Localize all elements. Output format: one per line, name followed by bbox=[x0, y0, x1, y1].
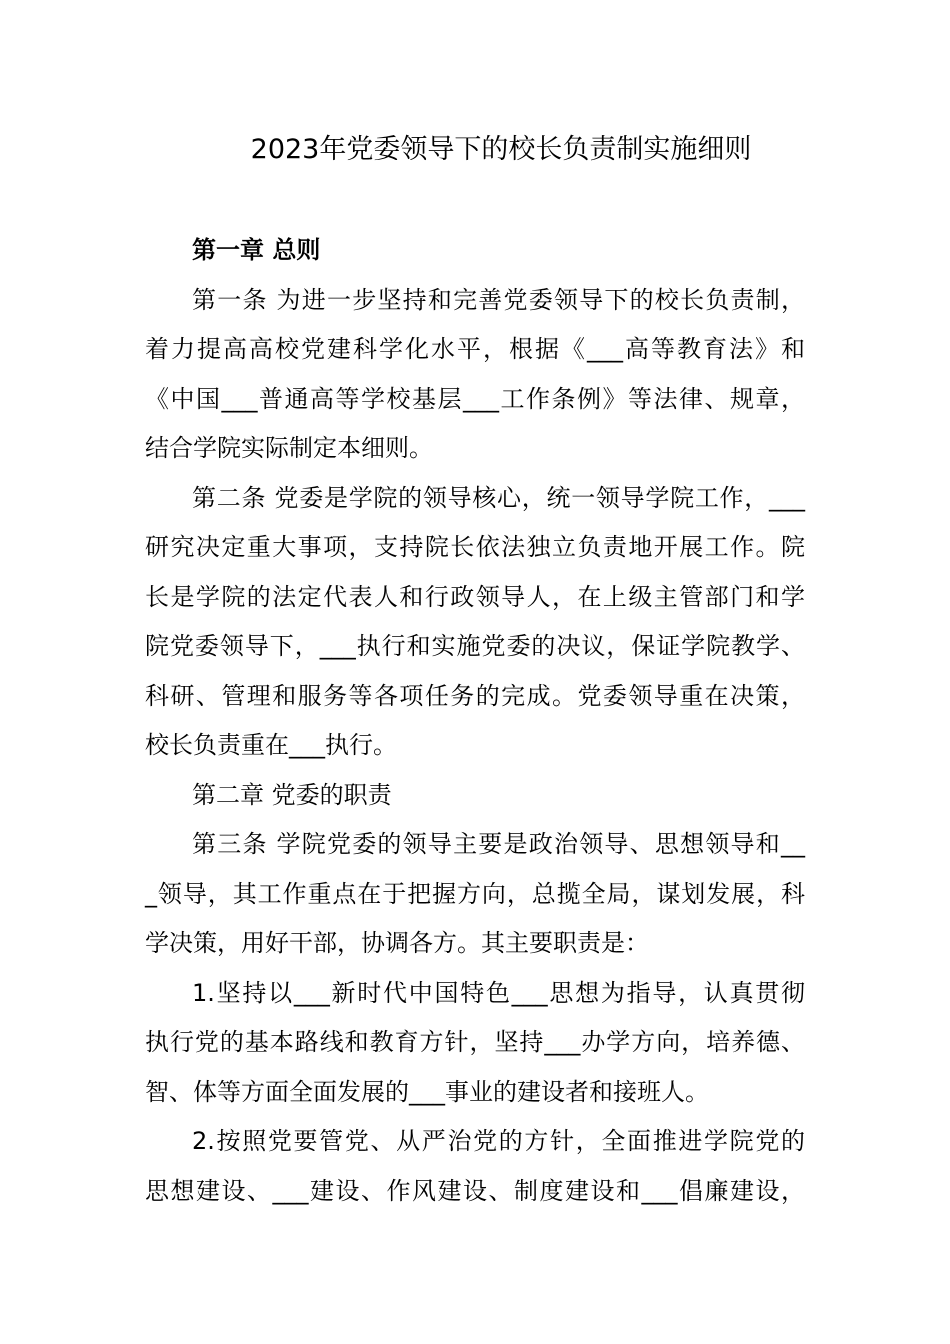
chapter-2-heading: 第二章 党委的职责 bbox=[192, 780, 392, 809]
article-2-line-6: 校长负责重在___执行。 bbox=[145, 731, 397, 759]
article-2-line-3: 长是学院的法定代表人和行政领导人，在上级主管部门和学 bbox=[145, 582, 805, 611]
article-2-line-2: 研究决定重大事项，支持院长依法独立负责地开展工作。院 bbox=[145, 533, 805, 561]
item-1-line-1: 1.坚持以___新时代中国特色___思想为指导，认真贯彻 bbox=[192, 978, 805, 1007]
article-2-line-5: 科研、管理和服务等各项任务的完成。党委领导重在决策， bbox=[145, 681, 805, 710]
article-1-line-4: 结合学院实际制定本细则。 bbox=[145, 434, 433, 462]
item-2-line-1: 2.按照党要管党、从严治党的方针，全面推进学院党的 bbox=[192, 1127, 805, 1155]
item-1-line-3: 智、体等方面全面发展的___事业的建设者和接班人。 bbox=[145, 1077, 709, 1106]
article-3-line-1: 第三条 学院党委的领导主要是政治领导、思想领导和__ bbox=[192, 830, 805, 858]
document-body bbox=[145, 226, 805, 1216]
document-title: 2023年党委领导下的校长负责制实施细则 bbox=[250, 134, 752, 165]
article-1-line-2: 着力提高高校党建科学化水平，根据《___高等教育法》和 bbox=[145, 335, 805, 363]
article-2-line-4: 院党委领导下，___执行和实施党委的决议，保证学院教学、 bbox=[145, 632, 805, 660]
chapter-1-heading: 第一章 总则 bbox=[192, 236, 321, 264]
article-3-line-3: 学决策，用好干部，协调各方。其主要职责是： bbox=[145, 929, 649, 957]
article-1-line-1: 第一条 为进一步坚持和完善党委领导下的校长负责制， bbox=[192, 285, 805, 314]
article-2-line-1: 第二条 党委是学院的领导核心，统一领导学院工作，___ bbox=[192, 483, 805, 512]
item-2-line-2: 思想建设、___建设、作风建设、制度建设和___倡廉建设， bbox=[145, 1176, 805, 1205]
item-1-line-2: 执行党的基本路线和教育方针，坚持___办学方向，培养德、 bbox=[145, 1028, 805, 1056]
article-1-line-3: 《中国___普通高等学校基层___工作条例》等法律、规章， bbox=[145, 384, 805, 413]
article-3-line-2: _领导，其工作重点在于把握方向，总揽全局，谋划发展，科 bbox=[145, 879, 805, 908]
